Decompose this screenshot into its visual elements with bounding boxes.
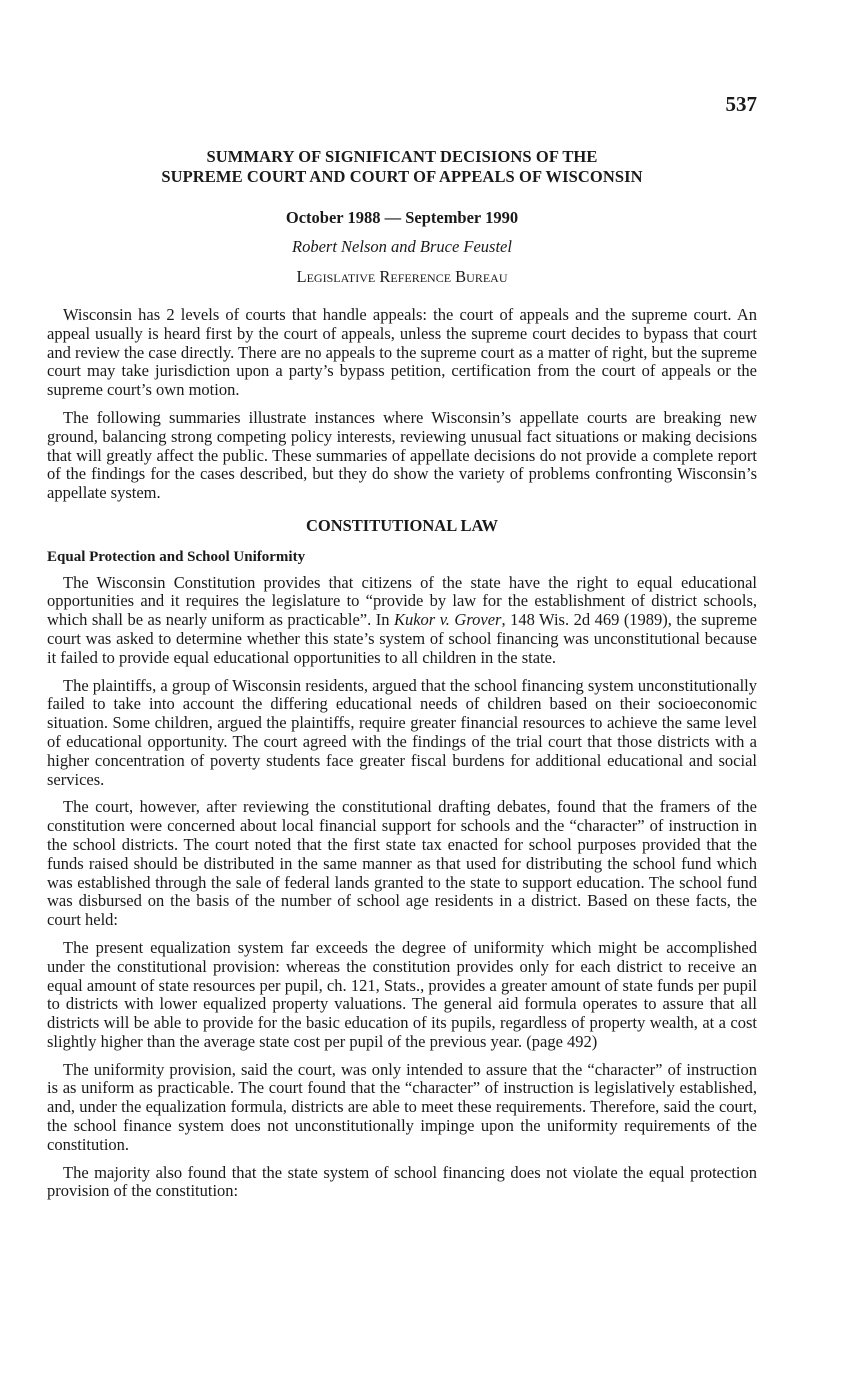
date-range: October 1988 — September 1990 — [285, 208, 519, 227]
intro-paragraph-2: The following summaries illustrate instances where Wisconsin’s appellate courts are breaking new ground, balancing strong competing policy interests, reviewing unusual fact situations or making decisions that will greatly affect the public. These summaries of appellate decisions do not provide a complete report of the findings for the cases described, but they do show the variety of problems confronting Wisconsin’s appellate system. — [47, 407, 757, 503]
authors: Robert Nelson and Bruce Feustel — [292, 237, 512, 256]
section-paragraph-2: The plaintiffs, a group of Wisconsin residents, argued that the school financing system unconstitutionally failed to take into account the differing educational needs of children based on their socioeconomic situation. Some children, argued the plaintiffs, require greater financial resources to achieve the same level of educational opportunity. The court agreed with the findings of the trial court that those districts with a higher concentration of poverty students face greater fiscal burdens for additional educational and social services. — [47, 675, 757, 789]
article-body — [47, 306, 757, 1210]
paragraph-1-text-b: , 148 Wis. 2d 469 (1989), the supreme court was asked to determine whether this state’s system of school financing was unconstitutional because it failed to provide equal educational opportunities to all children in the state. — [47, 610, 757, 667]
case-name: Kukor v. Grover — [393, 610, 502, 630]
title-line-1: SUMMARY OF SIGNIFICANT DECISIONS OF THE — [206, 147, 598, 166]
section-paragraph-4: The uniformity provision, said the court, was only intended to assure that the “character” of instruction is as uniform as practicable. The court found that the “character” of instruction is legislatively established, and, under the equalization formula, districts are able to meet these requirements. Therefore, said the court, the school finance system does not unconstitutionally impinge upon the uniformity requirements of the constitution. — [47, 1059, 757, 1154]
section-paragraph-5: The majority also found that the state system of school financing does not violate the equal protection provision of the constitution: — [47, 1162, 757, 1201]
section-paragraph-1 — [47, 574, 757, 668]
page-number: 537 — [725, 92, 757, 116]
paragraph-1-text-a: The Wisconsin Constitution provides that citizens of the state have the right to equal educational opportunities and it requires the legislature to “provide by law for the establishment of district schools, which shall be as nearly uniform as practicable”. In — [47, 572, 757, 630]
document-title — [47, 147, 757, 187]
subsection-heading: Equal Protection and School Uniformity — [47, 548, 306, 565]
bureau-name: Legislative Reference Bureau — [296, 267, 508, 286]
block-quote: The present equalization system far exceeds the degree of uniformity which might be accomplished under the constitutional provision: whereas the constitution provides only for each district to receive an equal amount of state resources per pupil, ch. 121, Stats., provides a greater amount of state funds per pupil to districts with lower equalized property valuations. The general aid formula operates to assure that all districts will be able to provide for the basic education of its pupils, regardless of property wealth, at a cost slightly higher than the average state cost per pupil of the previous year. (page 492) — [47, 937, 757, 1051]
intro-paragraph-1: Wisconsin has 2 levels of courts that handle appeals: the court of appeals and the supreme court. An appeal usually is heard first by the court of appeals, unless the supreme court decides to bypass that court and review the case directly. There are no appeals to the supreme court as a matter of right, but the supreme court may take jurisdiction upon a party’s bypass petition, certification from the court of appeals or the supreme court’s own motion. — [47, 305, 757, 400]
title-line-2: SUPREME COURT AND COURT OF APPEALS OF WISCONSIN — [161, 167, 643, 186]
section-heading: CONSTITUTIONAL LAW — [305, 515, 499, 535]
section-paragraph-3: The court, however, after reviewing the constitutional drafting debates, found that the framers of the constitution were concerned about local financial support for schools and the “character” of instruction in the school districts. The court noted that the first state tax enacted for school purposes provided that the funds raised should be distributed in the same manner as that used for distributing the school fund which was established through the sale of federal lands granted to the state to support education. The school fund was disbursed on the basis of the number of school age residents in a district. Based on these facts, the court held: — [47, 797, 757, 930]
